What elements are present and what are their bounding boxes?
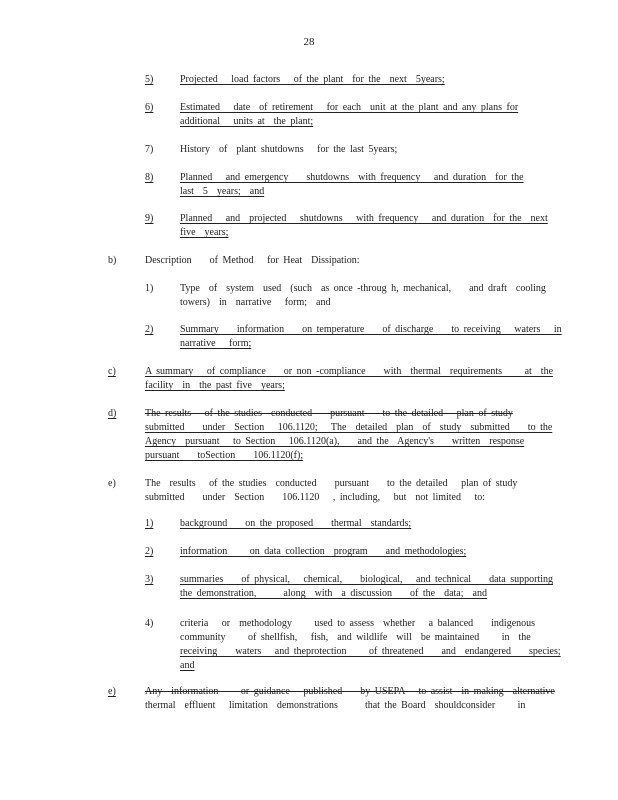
item-text-line: submitted under Section 106.1120 , including, but not limited to: <box>145 492 486 503</box>
item-label: 3) <box>145 574 154 585</box>
item-text-line: five years; <box>180 227 229 238</box>
item-text-line: information on data collection program and methodologies; <box>180 546 467 557</box>
item-label: 4) <box>145 618 154 629</box>
item-text-line: Type of system used (such as once -throug h, mechanical, and draft cooling <box>180 283 546 294</box>
item-text-line: towers) in narrative form; and <box>180 297 331 308</box>
item-text-line: Summary information on temperature of discharge to receiving waters in <box>180 324 562 335</box>
item-label: 1) <box>145 283 154 294</box>
item-label: 8) <box>145 172 154 183</box>
item-text-line: narrative form; <box>180 338 252 349</box>
item-text-line: Planned and emergency shutdowns with frequency and duration for the <box>180 172 524 183</box>
item-text-line: thermal effluent limitation demonstrations that the Board shouldconsider in <box>145 700 526 711</box>
page-number: 28 <box>303 36 315 48</box>
item-text-line: Description of Method for Heat Dissipation: <box>145 255 360 266</box>
item-label: c) <box>108 366 116 377</box>
item-text-line: Planned and projected shutdowns with frequency and duration for the next <box>180 213 548 224</box>
item-label: e) <box>108 478 116 489</box>
item-label: d) <box>108 408 117 419</box>
item-label: 2) <box>145 546 154 557</box>
item-label: 5) <box>145 74 154 85</box>
item-text-line: submitted under Section 106.1120; The detailed plan of study submitted to the <box>145 422 553 433</box>
item-label: b) <box>108 255 117 266</box>
item-text-line: background on the proposed thermal standards; <box>180 518 412 529</box>
item-text-line: A summary of compliance or non -compliance with thermal requirements at the <box>145 366 554 377</box>
item-text-line: and <box>180 660 195 671</box>
item-text-line: Agency pursuant to Section 106.1120(a), and the Agency's written response <box>145 436 525 447</box>
item-text-line: summaries of physical, chemical, biological, and technical data supporting <box>180 574 554 585</box>
item-text-line: the demonstration, along with a discussion of the data; and <box>180 588 487 599</box>
item-text-line: additional units at the plant; <box>180 116 314 127</box>
item-text-line: The results of the studies conducted pursuant to the detailed plan of study <box>145 478 518 489</box>
item-text-line: Estimated date of retirement for each unit at the plant and any plans for <box>180 102 519 113</box>
item-text-line: facility in the past five years; <box>145 380 285 391</box>
item-label: 7) <box>145 144 154 155</box>
item-text-line: last 5 years; and <box>180 186 265 197</box>
item-label: 1) <box>145 518 154 529</box>
item-text-line: pursuant toSection 106.1120(f); <box>145 450 304 461</box>
item-text-line: receiving waters and theprotection of threatened and endangered species; <box>180 646 561 657</box>
item-label: 9) <box>145 213 154 224</box>
item-label: 2) <box>145 324 154 335</box>
item-text-line: The results of the studies conducted pursuant to the detailed plan of study <box>145 408 513 419</box>
item-text-line: community of shellfish, fish, and wildlife will be maintained in the <box>180 632 531 643</box>
item-text-line: criteria or methodology used to assess whether a balanced indigenous <box>180 618 536 629</box>
item-text-line: Any information or guidance published by USEPA to assist in making alternative <box>145 686 555 697</box>
item-text-line: Projected load factors of the plant for the next 5years; <box>180 74 445 85</box>
item-label: 6) <box>145 102 154 113</box>
item-text-line: History of plant shutdowns for the last 5years; <box>180 144 398 155</box>
item-label: e) <box>108 686 116 697</box>
